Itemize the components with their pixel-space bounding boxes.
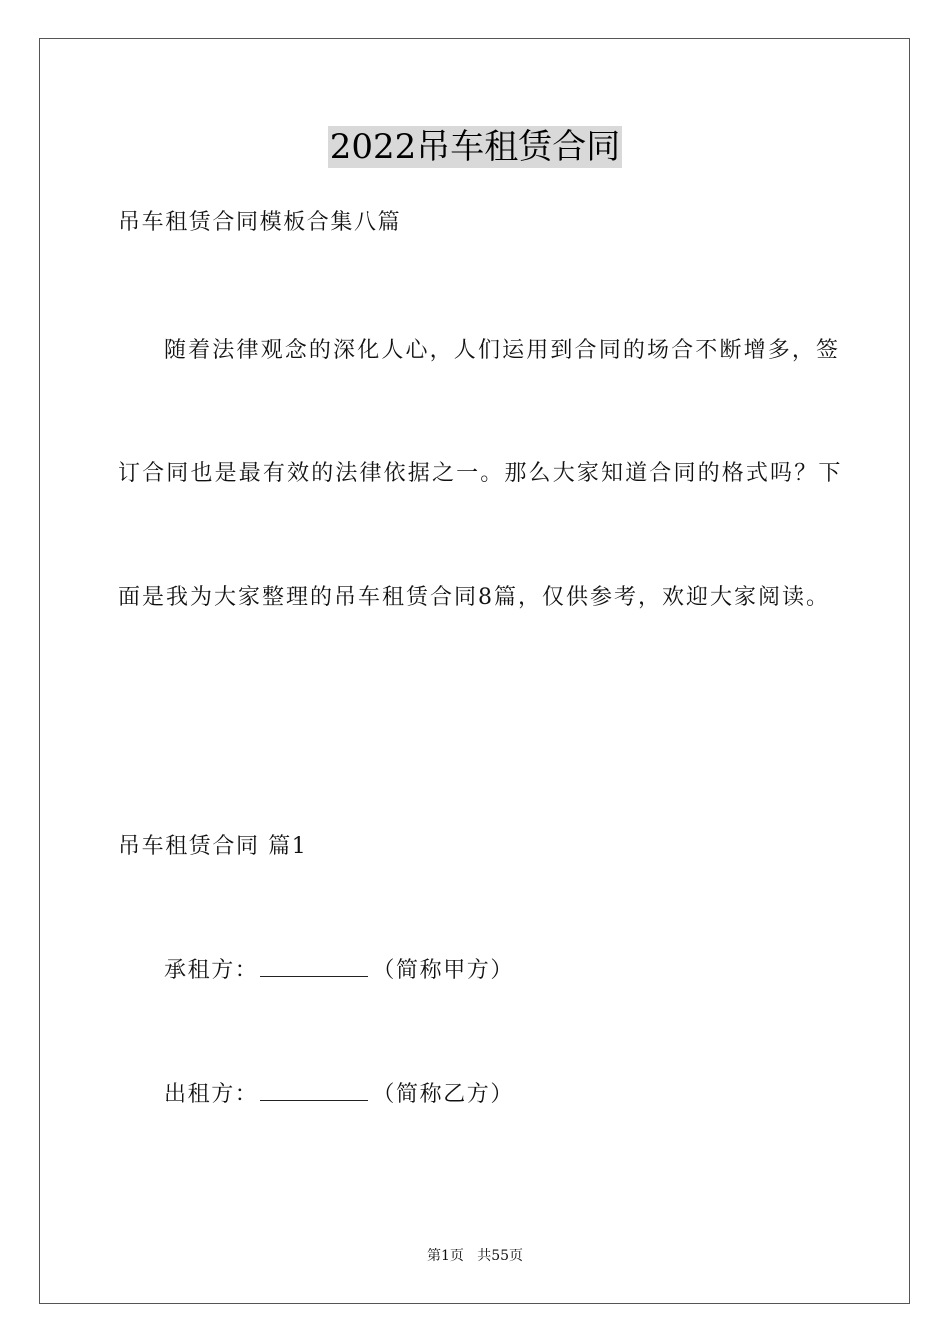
title-container	[0, 126, 950, 168]
document-subtitle: 吊车租赁合同模板合集八篇	[118, 210, 402, 235]
lessee-label: 承租方：	[164, 958, 259, 983]
intro-paragraph-line-1: 随着法律观念的深化人心，人们运用到合同的场合不断增多，签	[164, 338, 841, 363]
lessor-label: 出租方：	[164, 1082, 259, 1107]
lessee-note: （简称甲方）	[372, 958, 515, 983]
intro-paragraph-line-3: 面是我为大家整理的吊车租赁合同8篇，仅供参考，欢迎大家阅读。	[118, 585, 830, 610]
intro-paragraph-line-2: 订合同也是最有效的法律依据之一。那么大家知道合同的格式吗？下	[118, 461, 843, 486]
lessor-note: （简称乙方）	[372, 1082, 515, 1107]
document-title: 2022吊车租赁合同	[329, 127, 621, 167]
lessee-line	[164, 956, 514, 986]
lessee-blank-field	[260, 956, 368, 977]
section-heading: 吊车租赁合同 篇1	[118, 834, 308, 859]
lessor-blank-field	[260, 1080, 368, 1101]
page-footer: 第1页 共55页	[426, 1248, 524, 1264]
lessor-line	[164, 1080, 514, 1110]
